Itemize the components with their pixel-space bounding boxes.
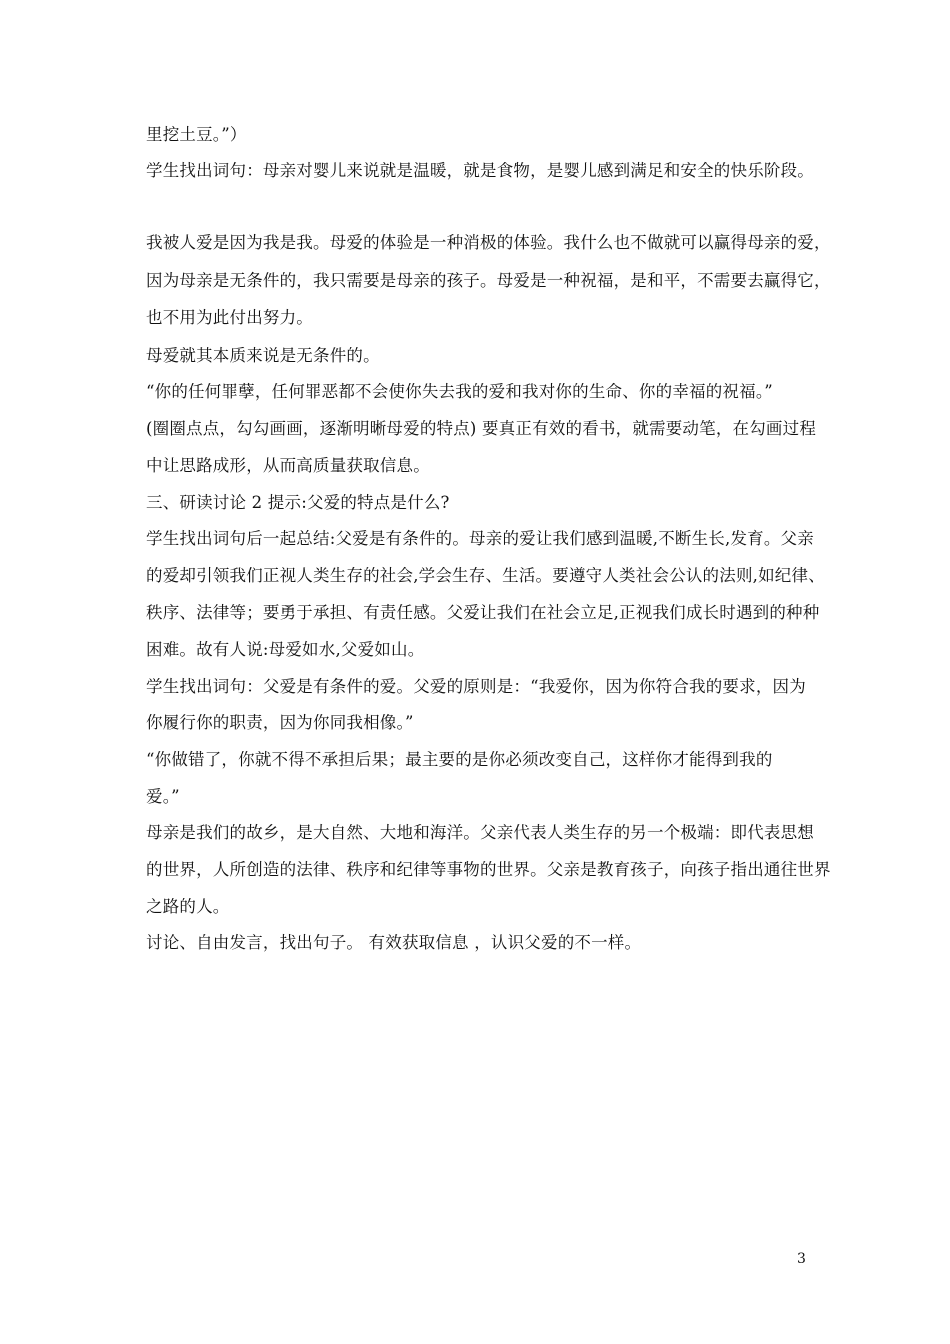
text-line: 我被人爱是因为我是我。母爱的体验是一种消极的体验。我什么也不做就可以赢得母亲的爱， — [146, 233, 831, 252]
text-line: 母爱就其本质来说是无条件的。 — [146, 346, 380, 365]
text-line: 母亲是我们的故乡，是大自然、大地和海洋。父亲代表人类生存的另一个极端：即代表思想 — [146, 823, 814, 842]
text-line: 因为母亲是无条件的，我只需要是母亲的孩子。母爱是一种祝福，是和平，不需要去赢得它， — [146, 271, 831, 290]
text-line: 也不用为此付出努力。 — [146, 308, 313, 327]
text-line: “你的任何罪孽，任何罪恶都不会使你失去我的爱和我对你的生命、你的幸福的祝福。” — [146, 382, 773, 401]
text-line: 的世界，人所创造的法律、秩序和纪律等事物的世界。父亲是教育孩子，向孩子指出通往世界 — [146, 860, 831, 879]
text-line: 三、研读讨论 2 提示:父爱的特点是什么? — [146, 493, 450, 512]
text-line: 爱。” — [146, 787, 180, 806]
text-line: 学生找出词句后一起总结:父爱是有条件的。母亲的爱让我们感到温暖,不断生长,发育。父亲 — [146, 529, 814, 548]
page-number: 3 — [797, 1251, 806, 1267]
text-line: (圈圈点点，勾勾画画，逐渐明晰母爱的特点) 要真正有效的看书，就需要动笔，在勾画过程 — [146, 419, 817, 438]
text-line: 秩序、法律等；要勇于承担、有责任感。父爱让我们在社会立足,正视我们成长时遇到的种种 — [146, 603, 820, 622]
text-line: 学生找出词句：父爱是有条件的爱。父爱的原则是：“我爱你，因为你符合我的要求，因为 — [146, 677, 806, 696]
text-line: 学生找出词句：母亲对婴儿来说就是温暖，就是食物，是婴儿感到满足和安全的快乐阶段。 — [146, 161, 814, 180]
text-line: 中让思路成形，从而高质量获取信息。 — [146, 456, 430, 475]
text-line: “你做错了，你就不得不承担后果；最主要的是你必须改变自己，这样你才能得到我的 — [146, 750, 773, 769]
text-line: 之路的人。 — [146, 897, 230, 916]
text-line: 讨论、自由发言，找出句子。 有效获取信息 ，认识父爱的不一样。 — [146, 933, 642, 952]
text-line: 困难。故有人说:母爱如水,父爱如山。 — [146, 640, 425, 659]
text-line: 你履行你的职责，因为你同我相像。” — [146, 713, 414, 732]
text-line: 的爱却引领我们正视人类生存的社会,学会生存、生活。要遵守人类社会公认的法则,如纪律、 — [146, 566, 825, 585]
text-line: 里挖土豆。”） — [146, 125, 247, 144]
